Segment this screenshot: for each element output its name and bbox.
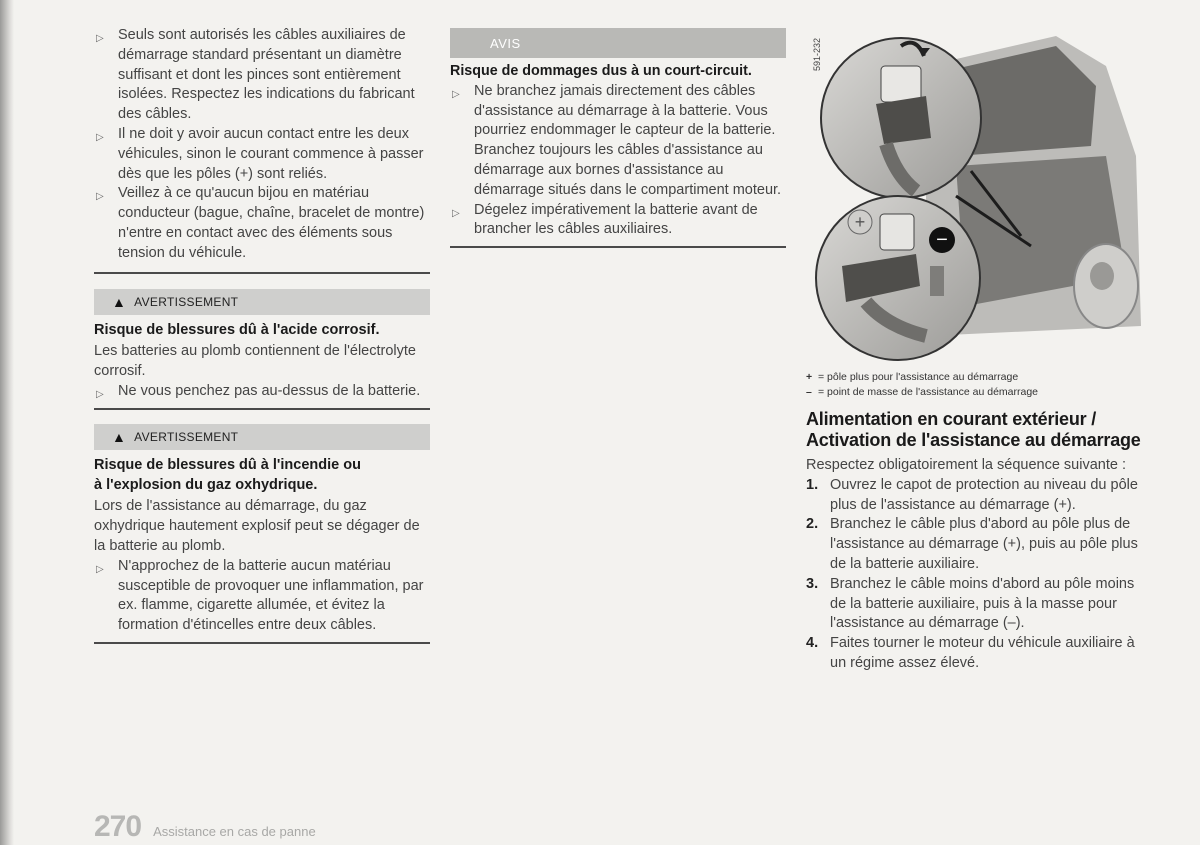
- section-title: Alimentation en courant extérieur / Activation de l'assistance au démarrage: [806, 409, 1141, 450]
- intro-text: Respectez obligatoirement la séquence suivante :: [806, 457, 1126, 473]
- triangle-bullet-icon: ▷: [96, 33, 104, 44]
- warning-bullet-list: [94, 382, 430, 402]
- warning-label: AVERTISSEMENT: [134, 294, 239, 309]
- figure-code: 591-232: [812, 38, 822, 72]
- list-item: ▷ N'approchez de la batterie aucun matériau susceptible de provoquer une inflammation, par ex. flamme, cigarette allumée, et évitez la formation d'étincelles entre deux câbles.: [96, 557, 424, 634]
- list-item: ▷ Seuls sont autorisés les câbles auxiliaires de démarrage standard présentant un diamètre suffisant et dont les pinces sont entièrement isolées. Respectez les indications du fabricant des câbles.: [96, 27, 415, 123]
- list-item: ▷ Dégelez impérativement la batterie avant de brancher les câbles auxiliaires.: [452, 201, 758, 238]
- page-footer: [94, 810, 316, 844]
- list-item: 1. Ouvrez le capot de protection au niveau du pôle plus de l'assistance au démarrage (+).: [806, 476, 1138, 513]
- page-number: 270: [94, 810, 142, 843]
- plus-symbol: +: [854, 212, 866, 232]
- divider: [94, 642, 430, 644]
- divider: [94, 408, 430, 410]
- notice-title: Risque de dommages dus à un court-circuit.: [450, 63, 752, 79]
- engine-bay-illustration: [806, 26, 1146, 362]
- triangle-bullet-icon: ▷: [452, 88, 460, 100]
- triangle-bullet-icon: ▷: [96, 131, 104, 143]
- notice-label: AVIS: [490, 35, 521, 51]
- list-item: 3. Branchez le câble moins d'abord au pôle moins de la batterie auxiliaire, puis à la masse pour l'assistance au démarrage (–).: [806, 575, 1135, 632]
- list-item: ▷ Il ne doit y avoir aucun contact entre les deux véhicules, sinon le courant commence à passer dès que les pôles (+) sont reliés.: [96, 125, 424, 182]
- triangle-bullet-icon: ▷: [96, 388, 104, 400]
- warning-triangle-icon: ▲: [112, 428, 127, 445]
- warning-title: à l'explosion du gaz oxhydrique.: [94, 476, 318, 493]
- triangle-bullet-icon: ▷: [96, 563, 104, 575]
- steps-list: [806, 476, 1146, 674]
- warning-title: Risque de blessures dû à l'acide corrosif.: [94, 321, 380, 338]
- figure-caption: [806, 370, 1146, 400]
- warning-body: Lors de l'assistance au démarrage, du gaz oxhydrique hautement explosif peut se dégager de la batterie au plomb.: [94, 498, 420, 554]
- warning-triangle-icon: ▲: [112, 293, 127, 310]
- divider: [94, 272, 430, 274]
- binding-shadow: [0, 0, 14, 845]
- triangle-bullet-icon: ▷: [452, 207, 460, 219]
- warning-band: [94, 289, 430, 315]
- divider: [450, 246, 786, 248]
- notice-band: [450, 28, 786, 58]
- list-item: ▷ Veillez à ce qu'aucun bijou en matériau conducteur (bague, chaîne, bracelet de montre) n'entre en contact avec des éléments sous tension du véhicule.: [96, 185, 425, 261]
- right-column: [806, 370, 1146, 674]
- middle-column: [450, 28, 786, 248]
- footer-section-label: Assistance en cas de panne: [153, 824, 316, 839]
- warning-bullet-list: [94, 557, 430, 636]
- warning-band: [94, 424, 430, 450]
- list-item: 4. Faites tourner le moteur du véhicule auxiliaire à un régime assez élevé.: [806, 635, 1135, 671]
- left-column: [94, 26, 430, 644]
- minus-symbol: −: [936, 229, 948, 251]
- caption-line: – = point de masse de l'assistance au démarrage: [806, 386, 1039, 398]
- engine-figure: [806, 26, 1146, 362]
- list-item: ▷ Ne vous penchez pas au-dessus de la batterie.: [94, 382, 430, 402]
- warning-body: Les batteries au plomb contiennent de l'électrolyte corrosif.: [94, 343, 416, 380]
- left-bullet-list: [94, 26, 430, 264]
- notice-bullet-list: [450, 82, 786, 240]
- triangle-bullet-icon: ▷: [96, 191, 104, 203]
- warning-label: AVERTISSEMENT: [134, 429, 239, 444]
- caption-line: + = pôle plus pour l'assistance au démarrage: [806, 371, 1019, 383]
- warning-title: Risque de blessures dû à l'incendie ou: [94, 456, 361, 473]
- list-item: ▷ Ne branchez jamais directement des câbles d'assistance au démarrage à la batterie. Vous pourriez endommager le capteur de la batterie. Branchez toujours les câbles d'assistance au démarrage aux bornes d'assistance au démarrage situés dans le compartiment moteur.: [452, 82, 782, 198]
- list-item: 2. Branchez le câble plus d'abord au pôle plus de l'assistance au démarrage (+), puis au pôle plus de la batterie auxiliaire.: [806, 516, 1138, 572]
